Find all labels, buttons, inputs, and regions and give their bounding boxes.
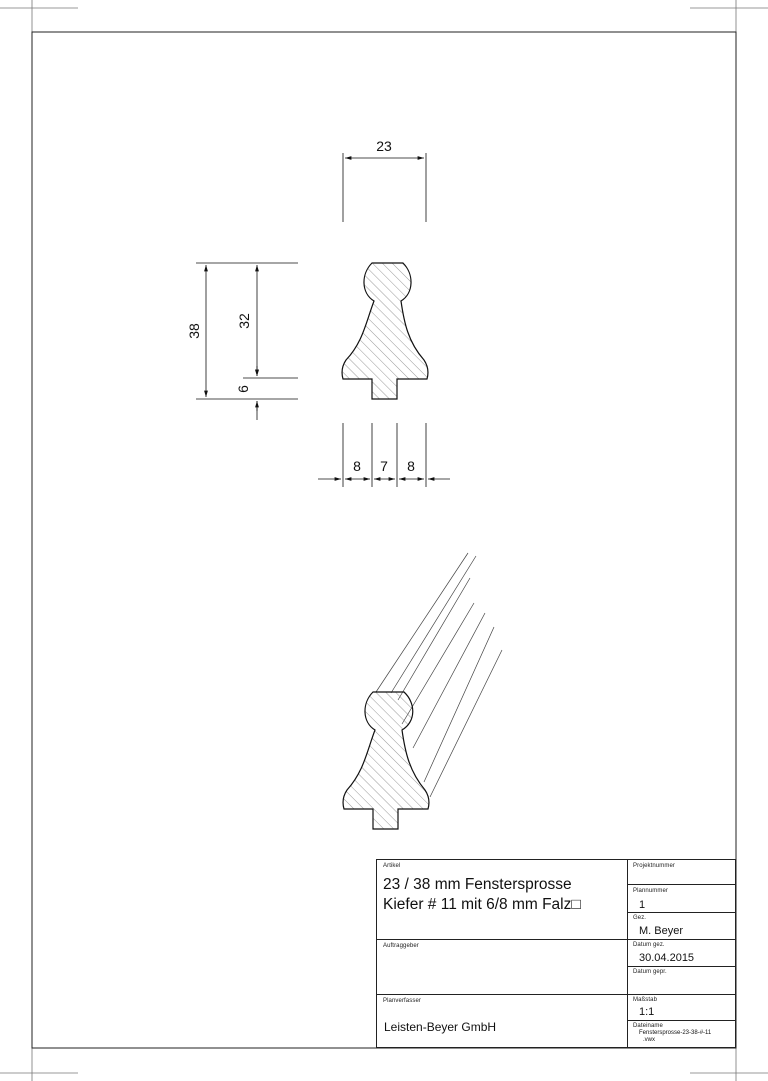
- projektnummer-label: Projektnummer: [633, 863, 675, 869]
- massstab-value: 1:1: [639, 1006, 655, 1018]
- dimension-lines: [196, 153, 450, 487]
- planverfasser-value: Leisten-Beyer GmbH: [384, 1020, 497, 1034]
- massstab-label: Maßstab: [633, 997, 658, 1003]
- dateiname-line-1: Fenstersprosse-23-38-#-11: [639, 1030, 712, 1036]
- dim-bottom-left: 8: [353, 458, 361, 474]
- profile-section: [342, 263, 428, 399]
- dateiname-line-2: .vwx: [643, 1037, 655, 1043]
- title-block-divider: [627, 884, 735, 885]
- profile-perspective: [343, 553, 502, 829]
- artikel-line-2: Kiefer # 11 mit 6/8 mm Falz□: [383, 896, 581, 913]
- title-block: [376, 859, 736, 1048]
- profile-outline: [342, 263, 428, 399]
- dim-height-profile: 32: [236, 313, 252, 329]
- title-block-divider: [627, 860, 628, 1047]
- artikel-label: Artikel: [383, 863, 401, 869]
- title-block-divider: [377, 939, 627, 940]
- planverfasser-label: Planverfasser: [383, 998, 421, 1004]
- title-block-divider: [627, 966, 735, 967]
- plannummer-label: Plannummer: [633, 888, 669, 894]
- title-block-divider: [627, 1020, 735, 1021]
- title-block-divider: [627, 939, 735, 940]
- dim-bottom-right: 8: [407, 458, 415, 474]
- auftraggeber-label: Auftraggeber: [383, 943, 419, 949]
- dim-height-tongue: 6: [235, 385, 251, 393]
- dateiname-label: Dateiname: [633, 1023, 663, 1029]
- artikel-line-1: 23 / 38 mm Fenstersprosse: [383, 876, 572, 893]
- gez-label: Gez.: [633, 915, 647, 921]
- datum-gez-value: 30.04.2015: [639, 952, 695, 964]
- datum-gepr-label: Datum gepr.: [633, 969, 667, 975]
- dim-height-total: 38: [186, 323, 202, 339]
- plannummer-value: 1: [639, 899, 646, 911]
- gez-value: M. Beyer: [639, 925, 684, 937]
- title-block-divider: [377, 994, 735, 995]
- perspective-outline: [343, 692, 429, 829]
- title-block-divider: [627, 912, 735, 913]
- dim-width-top: 23: [376, 138, 392, 154]
- dim-bottom-mid: 7: [380, 458, 388, 474]
- datum-gez-label: Datum gez.: [633, 942, 665, 948]
